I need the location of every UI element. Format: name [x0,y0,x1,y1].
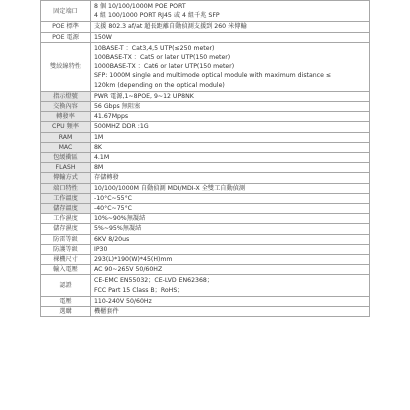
spec-value [91,183,370,193]
spec-value-line: 56 Gbps 無阻塞 [94,103,141,111]
spec-label: 工作溫度 [41,193,91,203]
spec-value [91,275,370,296]
spec-label: 固定端口 [41,1,91,22]
spec-label: 交換內容 [41,102,91,112]
spec-label: 雙絞線特性 [41,42,91,91]
spec-row [41,234,370,244]
spec-value-line: 41.67Mpps [94,113,129,121]
spec-value-line: 8M [94,164,104,172]
spec-value [91,142,370,152]
spec-value-line: 500MHZ DDR :1G [94,123,149,131]
spec-sheet [40,0,370,317]
spec-row [41,255,370,265]
spec-row [41,265,370,275]
spec-value [91,234,370,244]
spec-value-line: 1000BASE-TX ：Cat6 or later UTP(150 meter) [94,63,235,71]
spec-row [41,244,370,254]
spec-value [91,22,370,32]
spec-value [91,244,370,254]
spec-label: 指示燈號 [41,91,91,101]
spec-value-line: 機櫃套件 [94,308,119,316]
spec-row [41,91,370,101]
spec-value-line: 150W [94,33,112,41]
spec-value [91,32,370,42]
spec-label: 電壓 [41,296,91,306]
spec-value-line: 8K [94,143,102,151]
spec-value-line: 10BASE-T ：Cat3,4,5 UTP(≤250 meter) [94,44,215,52]
spec-value-line: 1M [94,133,104,141]
spec-value-line: CE-EMC EN55032；CE-LVD EN62368； [94,277,214,285]
spec-row [41,275,370,296]
spec-value-line: FCC Part 15 Class B；RoHS； [94,286,184,294]
spec-value [91,265,370,275]
spec-value [91,193,370,203]
spec-value [91,153,370,163]
spec-label: 裸機尺寸 [41,255,91,265]
spec-value [91,163,370,173]
spec-row [41,163,370,173]
spec-table [40,0,370,317]
spec-label: 選購 [41,307,91,317]
spec-value-line: PWR 電源,1~8POE, 9~12 UP8NK [94,92,194,100]
spec-label: 儲存濕度 [41,224,91,234]
spec-value-line: AC 90~265V 50/60HZ [94,266,163,274]
spec-value-line: 110-240V 50/60Hz [94,297,152,305]
spec-row [41,142,370,152]
spec-row [41,224,370,234]
spec-value [91,91,370,101]
spec-row [41,153,370,163]
spec-row [41,42,370,91]
spec-row [41,112,370,122]
spec-row [41,307,370,317]
spec-label: 認證 [41,275,91,296]
spec-value [91,122,370,132]
spec-value [91,224,370,234]
spec-label: MAC [41,142,91,152]
spec-label: POE 標準 [41,22,91,32]
spec-row [41,193,370,203]
spec-label: FLASH [41,163,91,173]
spec-row [41,214,370,224]
spec-value-line: 293(L)*190(W)*45(H)mm [94,256,173,264]
spec-value-line: 4.1M [94,154,110,162]
spec-value-line: 5%~95%無凝結 [94,225,142,233]
spec-row [41,22,370,32]
spec-row [41,122,370,132]
spec-row [41,173,370,183]
spec-value-line: SFP: 1000M single and multimode optical module with maximum distance ≤ [94,72,332,80]
spec-value [91,1,370,22]
spec-value [91,112,370,122]
spec-value [91,296,370,306]
spec-row [41,32,370,42]
spec-value-line: 8 個 10/100/1000M POE PORT [94,3,186,10]
spec-row [41,183,370,193]
spec-value [91,173,370,183]
spec-row [41,296,370,306]
spec-value [91,132,370,142]
spec-value [91,214,370,224]
spec-value [91,42,370,91]
spec-value-line: -40°C~75°C [94,205,132,213]
spec-value-line: 100BASE-TX ：Cat5 or later UTP(150 meter) [94,54,231,62]
spec-label: 工作濕度 [41,214,91,224]
spec-label: CPU 頻率 [41,122,91,132]
spec-row [41,132,370,142]
spec-label: 端口特性 [41,183,91,193]
spec-table-body [41,1,370,317]
spec-value-line: 4 組 100/1000 PORT RJ45 或 4 組千兆 SFP [94,12,220,20]
spec-value-line: 10/100/1000M 自動偵測 MDI/MDI-X 全雙工自動偵測 [94,184,246,192]
spec-value-line: 支援 802.3 af/at 超長距離自動偵測支援到 260 米傳輸 [94,23,247,31]
spec-label: 防雷等級 [41,234,91,244]
spec-label: 包緩衝區 [41,153,91,163]
spec-label: 轉發率 [41,112,91,122]
spec-value [91,102,370,112]
spec-value [91,307,370,317]
spec-value-line: -10°C~55°C [94,194,132,202]
spec-value-line: 存儲轉發 [94,174,119,182]
spec-value-line: 6KV 8/20us [94,235,130,243]
spec-label: 防護等級 [41,244,91,254]
spec-value-line: 10%~90%無凝結 [94,215,146,223]
spec-value-line: IP30 [94,245,108,253]
spec-label: 儲存溫度 [41,204,91,214]
spec-label: POE 電源 [41,32,91,42]
spec-label: 輸入電壓 [41,265,91,275]
spec-value [91,204,370,214]
spec-row [41,204,370,214]
spec-value [91,255,370,265]
spec-label: RAM [41,132,91,142]
spec-row [41,102,370,112]
spec-value-line: 120km (depending on the optical module) [94,81,225,89]
spec-label: 傳輸方式 [41,173,91,183]
spec-row [41,1,370,22]
